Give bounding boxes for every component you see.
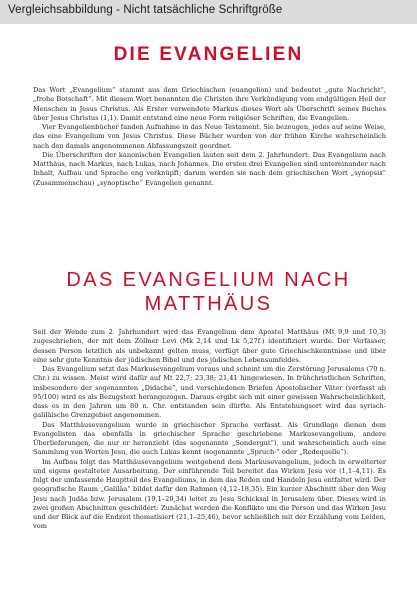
paragraph: Vier Evangelienbücher fanden Aufnahme in das Neue Testament. Sie bezeugen, jedes auf seine Weise, das eine Evangelium von Jesus Christus. Diese Bücher wurden von der frühen Kirche wahrscheinlich nach den damals angenommenen Abfassungszeit geordnet. xyxy=(33,123,386,150)
section-body-matthaeus xyxy=(33,328,386,532)
comparison-banner xyxy=(0,0,417,24)
section-title-evangelien: DIE EVANGELIEN xyxy=(113,44,304,65)
paragraph: Das Evangelium setzt das Markusevangelium voraus und scheint um die Zerstörung Jerusalems (70 n. Chr.) zu wissen. Meist wird dafür auf Mt 22,7; 23,38; 21,41 hingewiesen. In frühchristlichen Schriften, insbesondere der sogenannten „Didache“, und verschiedenen Briefen Apostolischer Väter (verfasst ab 95/100) wird es als Bezugstext herangezogen. Daraus ergibt sich mit einer gewissen Wahrscheinlichkeit, dass es in den Jahren um 80 n. Chr. entstanden sein dürfte. Als Entstehungsort wird das syrisch-galiläische Grenzgebiet angenommen. xyxy=(33,365,386,420)
paragraph: Im Aufbau folgt das Matthäusevangelium weitgehend dem Markusevangelium, jedoch in erweiterter und eigens gestalteter Ausarbeitung. Der einführende Teil bereitet das Wirken Jesu vor (1,1–4,11). Es folgt der umfassende Hauptteil des Evangeliums, in dem das Reden und Handeln Jesu entfaltet wird. Der geografische Raum „Galiläa“ bildet dafür den Rahmen (4,12–18,35). Ein kurzer Abschnitt über den Weg Jesu nach Judäa bzw. Jerusalem (19,1–20,34) leitet zu Jesu Schicksal in Jerusalem über. Dieses wird in zwei großen Abschnitten geschildert: Zunächst werden die Konflikte um die Person und das Wirken Jesu und der Blick auf die Endzeit thematisiert (21,1–25,46), bevor schließlich mit der Erzählung vom Leiden, vom xyxy=(33,457,386,531)
paragraph: Das Matthäusevangelium wurde in griechischer Sprache verfasst. Als Grundlage dienen dem Evangelisten das ebenfalls in griechischer Sprache geschriebene Markusevangelium, andere Überlieferungen, die nur er heranzieht (das sogenannte „Sondergut“), und wahrscheinlich auch eine Sammlung von Worten Jesu, die auch Lukas kennt (sogenannte „Spruch-“ oder „Redequelle“). xyxy=(33,420,386,457)
paragraph: Seit der Wende zum 2. Jahrhundert wird das Evangelium dem Apostel Matthäus (Mt 9,9 und 10,3) zugeschrieben, der mit dem Zöllner Levi (Mk 2,14 und Lk 5,27f.) identifiziert wurde. Der Verfasser, dessen Person letztlich als unbekannt gelten muss, verfügt über gute Griechischkenntnisse und über eine sehr gute Kenntnis der jüdischen Bibel und des jüdischen Lebensumfeldes. xyxy=(33,328,386,364)
paragraph: Das Wort „Evangelium“ stammt aus dem Griechischen (euangelion) und bedeutet „gute Nachricht“, „frohe Botschaft“. Mit diesem Wort benannten die Christen ihre Verkündigung vom endgültigen Heil der Menschen in Jesus Christus. Als Erster verwendete Markus dieses Wort als Überschrift seines Buches über Jesus Christus (1,1). Damit entstand eine neue Form religiöser Schriften, die Evangelien. xyxy=(33,86,386,122)
section-title-line: DAS EVANGELIUM NACH xyxy=(66,269,351,291)
section-body-evangelien xyxy=(33,86,386,188)
section-title-line: MATTHÄUS xyxy=(144,293,273,315)
section-title-matthaeus xyxy=(0,268,417,316)
paragraph: Die Überschriften der kanonischen Evangelien lauten seit dem 2. Jahrhundert: Das Evangelium nach Matthäus, nach Markus, nach Lukas, nach Johannes. Die ersten drei Evangelien sind untereinander nach Inhalt, Aufbau und Sprache eng verknüpft; darum werden sie nach dem griechischen Wort „synopsis“ (Zusammenschau) „synoptische“ Evangelien genannt. xyxy=(33,150,386,187)
banner-text: Vergleichsabbildung - Nicht tatsächliche Schriftgröße xyxy=(8,4,283,16)
